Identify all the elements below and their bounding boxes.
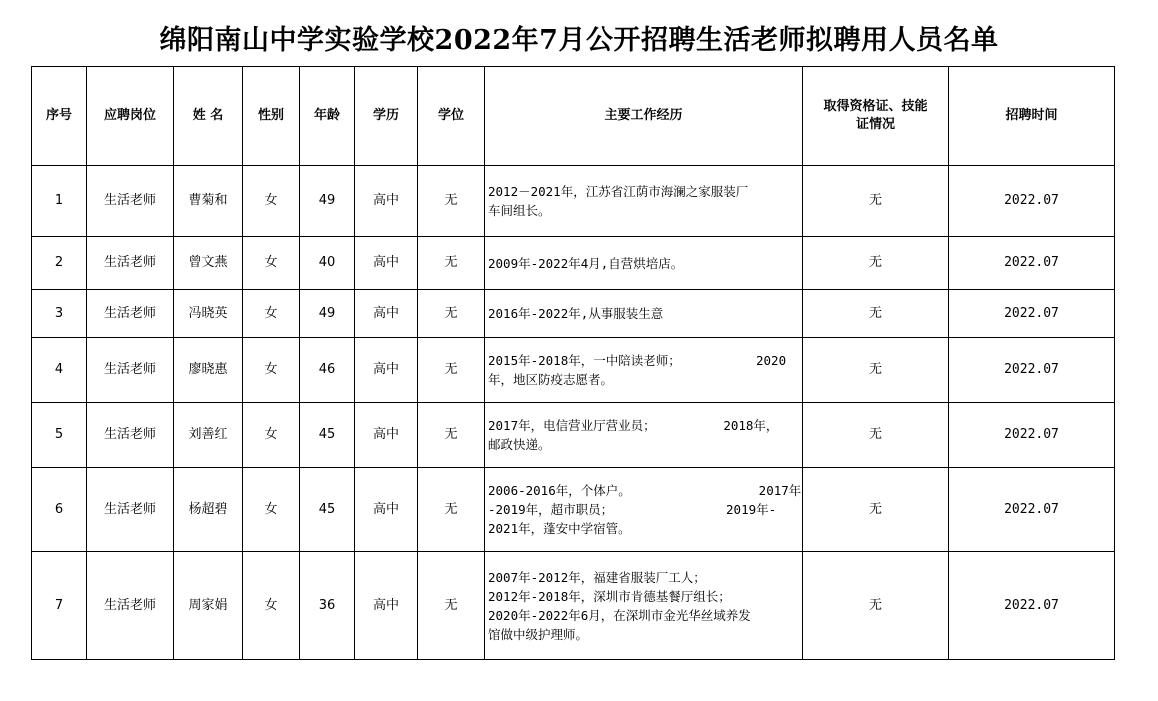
- cell-seq: 4: [32, 338, 87, 403]
- header-certificate-line1: 取得资格证、技能: [823, 99, 928, 114]
- experience-line: 2017年，电信营业厅营业员； 2018年，: [488, 418, 779, 433]
- cell-age: 36: [300, 552, 355, 660]
- experience-line: 馆做中级护理师。: [488, 626, 589, 642]
- header-seq: 序号: [32, 67, 87, 166]
- cell-hire-time: 2022.07: [949, 552, 1115, 660]
- cell-seq: 3: [32, 290, 87, 338]
- cell-education: 高中: [355, 237, 418, 290]
- cell-position: 生活老师: [87, 338, 174, 403]
- cell-certificate: 无: [803, 338, 949, 403]
- cell-hire-time: 2022.07: [949, 166, 1115, 237]
- cell-certificate: 无: [803, 237, 949, 290]
- cell-degree: 无: [418, 468, 485, 552]
- cell-seq: 5: [32, 403, 87, 468]
- cell-position: 生活老师: [87, 468, 174, 552]
- header-degree: 学位: [418, 67, 485, 166]
- experience-line: 年，地区防疫志愿者。: [488, 372, 614, 387]
- cell-name: 廖晓惠: [174, 338, 243, 403]
- table-row: [32, 403, 1115, 468]
- cell-education: 高中: [355, 468, 418, 552]
- header-hire-time: 招聘时间: [949, 67, 1115, 166]
- cell-gender: 女: [243, 237, 300, 290]
- cell-hire-time: 2022.07: [949, 237, 1115, 290]
- cell-hire-time: 2022.07: [949, 468, 1115, 552]
- table-row: [32, 290, 1115, 338]
- cell-certificate: 无: [803, 403, 949, 468]
- table-row: [32, 237, 1115, 290]
- header-education: 学历: [355, 67, 418, 166]
- cell-hire-time: 2022.07: [949, 338, 1115, 403]
- cell-position: 生活老师: [87, 290, 174, 338]
- experience-line: 邮政快递。: [488, 437, 551, 452]
- cell-gender: 女: [243, 166, 300, 237]
- cell-gender: 女: [243, 290, 300, 338]
- cell-name: 曾文燕: [174, 237, 243, 290]
- header-position: 应聘岗位: [87, 67, 174, 166]
- cell-certificate: 无: [803, 552, 949, 660]
- cell-certificate: 无: [803, 468, 949, 552]
- cell-gender: 女: [243, 468, 300, 552]
- experience-line: 2016年-2022年,从事服装生意: [488, 306, 664, 321]
- cell-age: 49: [300, 290, 355, 338]
- experience-line: 2012年-2018年，深圳市肯德基餐厅组长；: [488, 588, 731, 604]
- cell-seq: 6: [32, 468, 87, 552]
- cell-position: 生活老师: [87, 403, 174, 468]
- cell-age: 49: [300, 166, 355, 237]
- cell-seq: 1: [32, 166, 87, 237]
- cell-degree: 无: [418, 403, 485, 468]
- cell-name: 冯晓英: [174, 290, 243, 338]
- cell-education: 高中: [355, 403, 418, 468]
- cell-certificate: 无: [803, 290, 949, 338]
- cell-name: 曹菊和: [174, 166, 243, 237]
- experience-line: 2021年，蓬安中学宿管。: [488, 521, 631, 536]
- cell-degree: 无: [418, 290, 485, 338]
- experience-line: -2019年，超市职员； 2019年-: [488, 502, 777, 517]
- header-gender: 性别: [243, 67, 300, 166]
- header-name: 姓 名: [174, 67, 243, 166]
- cell-age: 40: [300, 237, 355, 290]
- cell-hire-time: 2022.07: [949, 290, 1115, 338]
- cell-age: 45: [300, 403, 355, 468]
- cell-education: 高中: [355, 552, 418, 660]
- cell-education: 高中: [355, 338, 418, 403]
- table-body: [32, 166, 1115, 660]
- experience-line: 2009年-2022年4月,自营烘培店。: [488, 255, 684, 271]
- header-certificate-line2: 证情况: [855, 117, 895, 132]
- cell-name: 刘善红: [174, 403, 243, 468]
- experience-line: 2007年-2012年，福建省服装厂工人；: [488, 569, 706, 585]
- table-row: [32, 166, 1115, 237]
- cell-certificate: 无: [803, 166, 949, 237]
- page-title: 绵阳南山中学实验学校2022年7月公开招聘生活老师拟聘用人员名单: [159, 25, 999, 56]
- cell-degree: 无: [418, 166, 485, 237]
- cell-age: 46: [300, 338, 355, 403]
- cell-experience: [485, 468, 803, 552]
- cell-experience: [485, 403, 803, 468]
- table-row: [32, 338, 1115, 403]
- cell-gender: 女: [243, 552, 300, 660]
- cell-education: 高中: [355, 166, 418, 237]
- cell-age: 45: [300, 468, 355, 552]
- cell-seq: 2: [32, 237, 87, 290]
- cell-experience: [485, 166, 803, 237]
- header-age: 年龄: [300, 67, 355, 166]
- cell-position: 生活老师: [87, 237, 174, 290]
- cell-degree: 无: [418, 338, 485, 403]
- experience-line: 2020年-2022年6月，在深圳市金光华丝域养发: [488, 607, 751, 623]
- experience-line: 2012－2021年，江苏省江荫市海澜之家服装厂: [488, 184, 749, 199]
- table-row: [32, 552, 1115, 660]
- hire-list-table: [31, 66, 1115, 660]
- cell-position: 生活老师: [87, 552, 174, 660]
- header-certificate: [803, 67, 949, 166]
- experience-line: 2006-2016年，个体户。 2017年: [488, 483, 802, 498]
- header-experience: 主要工作经历: [485, 67, 803, 166]
- experience-line: 车间组长。: [488, 203, 551, 218]
- cell-experience: [485, 338, 803, 403]
- cell-degree: 无: [418, 552, 485, 660]
- table-row: [32, 468, 1115, 552]
- cell-experience: [485, 290, 803, 338]
- cell-gender: 女: [243, 338, 300, 403]
- cell-degree: 无: [418, 237, 485, 290]
- cell-name: 杨超碧: [174, 468, 243, 552]
- cell-gender: 女: [243, 403, 300, 468]
- cell-experience: [485, 237, 803, 290]
- cell-experience: [485, 552, 803, 660]
- experience-line: 2015年-2018年，一中陪读老师； 2020: [488, 353, 787, 368]
- cell-position: 生活老师: [87, 166, 174, 237]
- header-row: [32, 67, 1115, 166]
- cell-seq: 7: [32, 552, 87, 660]
- cell-hire-time: 2022.07: [949, 403, 1115, 468]
- cell-name: 周家娟: [174, 552, 243, 660]
- cell-education: 高中: [355, 290, 418, 338]
